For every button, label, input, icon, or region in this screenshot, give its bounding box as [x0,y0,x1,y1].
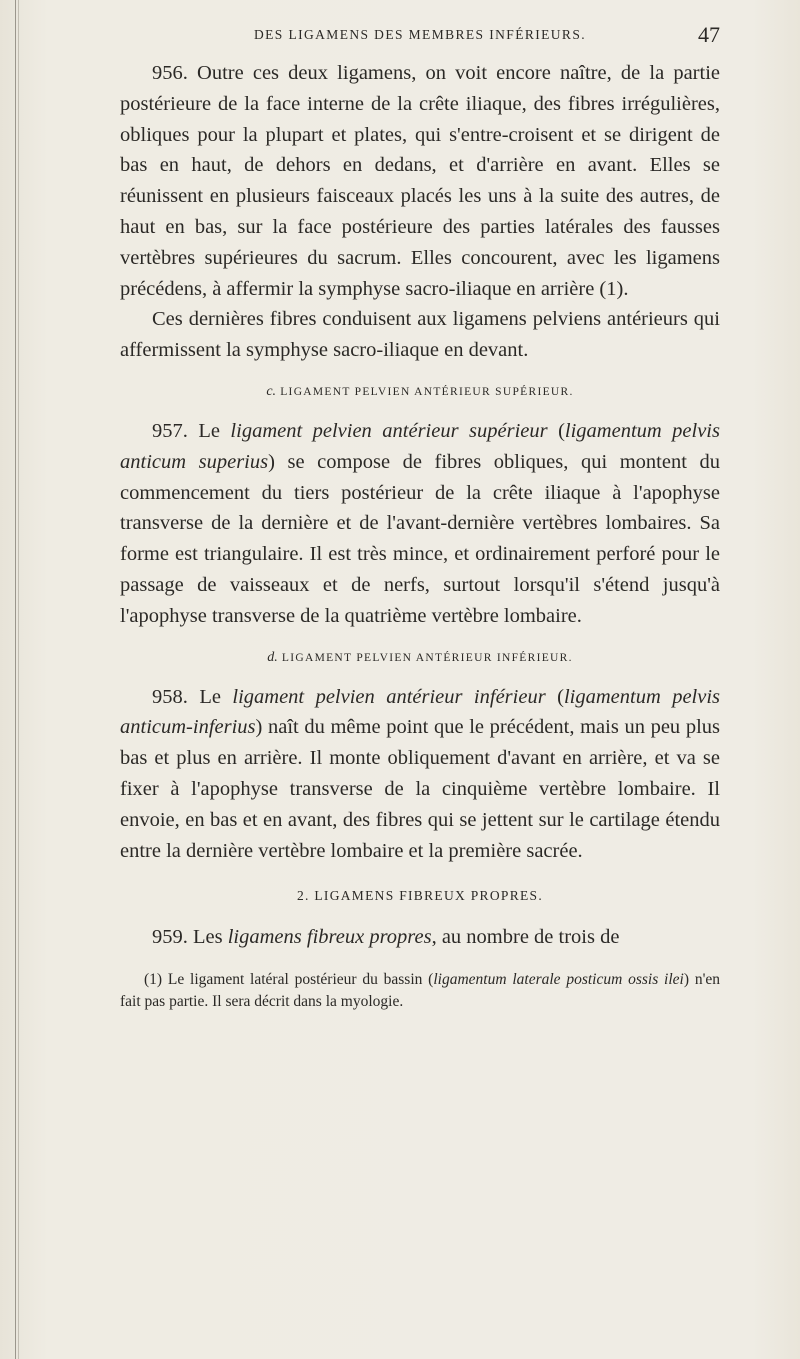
page-spine-shadow [18,0,19,1359]
paragraph-957-paren: ( [547,419,565,442]
section-heading-c [120,380,720,404]
page-content [120,18,720,1013]
paragraph-958-latin: ligamentum pelvis anticum-inferius [120,685,721,739]
section-letter-c: c. [266,383,277,399]
paragraph-957-latin: ligamentum pelvis anticum superius [120,419,720,473]
paragraph-959 [120,922,720,953]
paragraph-958-paren: ( [545,685,564,708]
paragraph-958 [120,682,720,867]
footnote-latin: ligamentum laterale posticum ossis ilei [433,971,684,989]
paragraph-956-continuation: Ces dernières fibres conduisent aux ligamens pelviens antérieurs qui affermissent la symphyse sacro-iliaque en devant. [120,308,720,362]
paragraph-957-text: ) se compose de fibres obliques, qui montent du commencement du tiers postérieur de la crête iliaque à l'apophyse transverse de la dernière et de l'avant-dernière vertèbres lombaires. Sa forme est triangulaire. Il est très mince, et ordinairement perforé pour le passage de vaisseaux et de nerfs, surtout lorsqu'il s'étend jusqu'à l'apophyse transverse de la quatrième vertèbre lombaire. [120,450,720,627]
paragraph-958-number: 958. Le [152,685,233,708]
footnote-1 [120,969,720,1013]
paragraph-959-text: , au nombre de trois de [431,926,620,949]
paragraph-959-number: 959. Les [152,926,228,949]
footnote-text: ) n'en fait pas partie. Il sera décrit dans la myologie. [120,971,720,1011]
section-heading-d [120,646,720,670]
section-title-c: LIGAMENT PELVIEN ANTÉRIEUR SUPÉRIEUR. [280,385,574,398]
running-header [120,18,720,52]
paragraph-957 [120,416,720,632]
paragraph-958-text: ) naît du même point que le précédent, mais un peu plus bas et plus en arrière. Il monte obliquement d'avant en arrière, et va se fixer à l'apophyse transverse de la cinquième vertèbre lombaire. Il envoie, en bas et en avant, des fibres qui se jettent sur le cartilage étendu entre la dernière vertèbre lombaire et la première sacrée. [120,716,720,862]
page-number: 47 [698,22,720,47]
section-title-d: LIGAMENT PELVIEN ANTÉRIEUR INFÉRIEUR. [281,651,573,664]
paragraph-958-term: ligament pelvien antérieur inférieur [232,685,546,708]
section-letter-d: d. [267,649,278,665]
section-heading-2 [120,884,720,908]
section-title-2: 2. LIGAMENS FIBREUX PROPRES. [296,888,544,904]
paragraph-957-number: 957. Le [152,419,231,442]
paragraph-956: 956. Outre ces deux ligamens, on voit encore naître, de la partie postérieure de la face interne de la crête iliaque, des fibres irrégulières, obliques pour la plupart et plates, qui s'entre-croisent et se dirigent de bas en haut, de dehors en dedans, et d'arrière en avant. Elles se réunissent en plusieurs faisceaux placés les uns à la suite des autres, de haut en bas, sur la face postérieure des parties latérales des fausses vertèbres supérieures du sacrum. Elles concourent, avec les ligamens précédens, à affermir la symphyse sacro-iliaque en arrière (1). [120,62,720,300]
paragraph-959-term: ligamens fibreux propres [227,926,432,949]
paragraph-957-term: ligament pelvien antérieur supérieur [230,419,548,442]
running-title: DES LIGAMENS DES MEMBRES INFÉRIEURS. [253,27,587,42]
page-spine-edge [15,0,16,1359]
footnote-mark: (1) Le ligament latéral postérieur du bassin ( [144,971,434,989]
